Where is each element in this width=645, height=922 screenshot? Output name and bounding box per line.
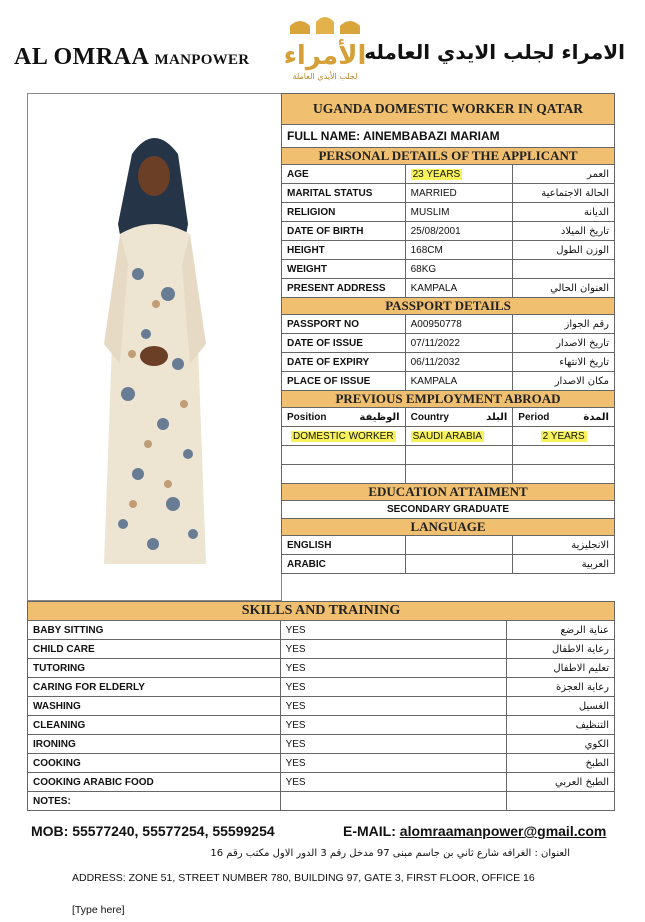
skill-label: TUTORING bbox=[28, 659, 281, 678]
row-label: MARITAL STATUS bbox=[282, 184, 406, 203]
col-period-ar: المدة bbox=[583, 411, 609, 423]
company-name-main: AL OMRAA bbox=[14, 44, 149, 70]
skill-label: IRONING bbox=[28, 735, 281, 754]
language-heading: LANGUAGE bbox=[282, 519, 615, 536]
skill-label: BABY SITTING bbox=[28, 621, 281, 640]
table-row bbox=[28, 640, 615, 659]
table-row bbox=[28, 773, 615, 792]
col-period bbox=[513, 408, 615, 427]
employment-position bbox=[282, 427, 406, 446]
period-value: 2 YEARS bbox=[542, 430, 585, 442]
table-row bbox=[282, 315, 615, 334]
language-value bbox=[405, 555, 513, 574]
logo-subtext: لجلب الأيدي العاملة bbox=[292, 72, 358, 81]
skill-value: YES bbox=[280, 754, 507, 773]
row-label-ar: تاريخ الميلاد bbox=[513, 222, 615, 241]
skill-label-ar: الكوي bbox=[507, 735, 615, 754]
table-row bbox=[282, 260, 615, 279]
table-row bbox=[28, 659, 615, 678]
row-label-ar: مكان الاصدار bbox=[513, 372, 615, 391]
row-label: AGE bbox=[282, 165, 406, 184]
skill-label-ar: الطبخ العربي bbox=[507, 773, 615, 792]
skill-label-ar: الغسيل bbox=[507, 697, 615, 716]
table-row bbox=[282, 222, 615, 241]
row-label: RELIGION bbox=[282, 203, 406, 222]
table-row bbox=[282, 334, 615, 353]
row-value: 06/11/2032 bbox=[405, 353, 513, 372]
col-position bbox=[282, 408, 406, 427]
employment-period bbox=[513, 427, 615, 446]
skill-label: COOKING bbox=[28, 754, 281, 773]
applicant-photo bbox=[27, 93, 282, 601]
company-name-ar: الامراء لجلب الايدي العامله bbox=[364, 40, 625, 64]
row-label: PASSPORT NO bbox=[282, 315, 406, 334]
table-row bbox=[282, 241, 615, 260]
skill-value: YES bbox=[280, 640, 507, 659]
col-country-en: Country bbox=[410, 411, 449, 423]
row-value: 68KG bbox=[405, 260, 513, 279]
row-label: DATE OF BIRTH bbox=[282, 222, 406, 241]
table-row bbox=[282, 372, 615, 391]
company-name-en bbox=[14, 44, 249, 71]
row-label-ar: تاريخ الانتهاء bbox=[513, 353, 615, 372]
language-label: ARABIC bbox=[282, 555, 406, 574]
email-link[interactable]: alomraamanpower@gmail.com bbox=[399, 823, 607, 839]
employment-heading: PREVIOUS EMPLOYMENT ABROAD bbox=[282, 391, 615, 408]
col-country bbox=[405, 408, 513, 427]
skill-value: YES bbox=[280, 716, 507, 735]
table-row bbox=[28, 716, 615, 735]
skill-value: YES bbox=[280, 659, 507, 678]
skills-heading: SKILLS AND TRAINING bbox=[28, 602, 615, 621]
row-label-ar: الوزن الطول bbox=[513, 241, 615, 260]
col-position-ar: الوظيفة bbox=[359, 411, 400, 423]
row-label: HEIGHT bbox=[282, 241, 406, 260]
row-value: MARRIED bbox=[405, 184, 513, 203]
personal-heading: PERSONAL DETAILS OF THE APPLICANT bbox=[282, 148, 615, 165]
skill-label: COOKING ARABIC FOOD bbox=[28, 773, 281, 792]
skill-value: YES bbox=[280, 773, 507, 792]
notes-row bbox=[28, 792, 615, 811]
row-value: 07/11/2022 bbox=[405, 334, 513, 353]
row-label: DATE OF ISSUE bbox=[282, 334, 406, 353]
email-line bbox=[343, 823, 606, 839]
row-label: DATE OF EXPIRY bbox=[282, 353, 406, 372]
row-value: KAMPALA bbox=[405, 372, 513, 391]
row-label: WEIGHT bbox=[282, 260, 406, 279]
table-row bbox=[282, 184, 615, 203]
table-row bbox=[28, 697, 615, 716]
title-heading: UGANDA DOMESTIC WORKER IN QATAR bbox=[282, 94, 615, 125]
row-label-ar: الحالة الاجتماعية bbox=[513, 184, 615, 203]
row-label-ar: تاريخ الاصدار bbox=[513, 334, 615, 353]
row-label: PLACE OF ISSUE bbox=[282, 372, 406, 391]
skill-label-ar: الطبخ bbox=[507, 754, 615, 773]
skill-value: YES bbox=[280, 621, 507, 640]
table-row bbox=[28, 754, 615, 773]
table-row bbox=[28, 735, 615, 754]
language-label-ar: العربية bbox=[513, 555, 615, 574]
table-row bbox=[28, 621, 615, 640]
table-row bbox=[282, 279, 615, 298]
skill-label-ar: عناية الرضع bbox=[507, 621, 615, 640]
skills-table bbox=[27, 601, 615, 811]
employment-empty-row bbox=[282, 446, 615, 465]
details-table bbox=[281, 93, 615, 574]
row-value: 168CM bbox=[405, 241, 513, 260]
employment-row bbox=[282, 427, 615, 446]
full-name-label: FULL NAME: bbox=[287, 129, 361, 143]
skill-label-ar: رعاية العجزة bbox=[507, 678, 615, 697]
skill-value: YES bbox=[280, 697, 507, 716]
notes-label: NOTES: bbox=[28, 792, 281, 811]
passport-heading: PASSPORT DETAILS bbox=[282, 298, 615, 315]
skill-label: WASHING bbox=[28, 697, 281, 716]
row-label: PRESENT ADDRESS bbox=[282, 279, 406, 298]
row-value bbox=[405, 165, 513, 184]
language-value bbox=[405, 536, 513, 555]
language-label-ar: الانجليزية bbox=[513, 536, 615, 555]
language-label: ENGLISH bbox=[282, 536, 406, 555]
skill-label: CLEANING bbox=[28, 716, 281, 735]
address-en: ADDRESS: ZONE 51, STREET NUMBER 780, BUILDING 97, GATE 3, FIRST FLOOR, OFFICE 16 bbox=[72, 872, 535, 884]
skill-label-ar: تعليم الاطفال bbox=[507, 659, 615, 678]
row-value: KAMPALA bbox=[405, 279, 513, 298]
full-name-row bbox=[282, 125, 615, 148]
full-name-value: AINEMBABAZI MARIAM bbox=[363, 129, 500, 143]
row-label-ar: الديانة bbox=[513, 203, 615, 222]
row-value: MUSLIM bbox=[405, 203, 513, 222]
employment-country bbox=[405, 427, 513, 446]
employment-header-row bbox=[282, 408, 615, 427]
table-row bbox=[282, 165, 615, 184]
row-value: A00950778 bbox=[405, 315, 513, 334]
country-value: SAUDI ARABIA bbox=[412, 430, 483, 442]
table-row bbox=[282, 555, 615, 574]
logo-text: الأمراء bbox=[283, 41, 367, 71]
education-heading: EDUCATION ATTAIMENT bbox=[282, 484, 615, 501]
skill-value: YES bbox=[280, 678, 507, 697]
table-row bbox=[282, 203, 615, 222]
skill-label: CARING FOR ELDERLY bbox=[28, 678, 281, 697]
mobile-numbers: MOB: 55577240, 55577254, 55599254 bbox=[31, 823, 275, 839]
table-row bbox=[282, 536, 615, 555]
table-row bbox=[28, 678, 615, 697]
skill-label-ar: رعاية الاطفال bbox=[507, 640, 615, 659]
row-label-ar: رقم الجواز bbox=[513, 315, 615, 334]
address-ar: العنوان : الغرافه شارع ثاني بن جاسم مبنى 97 مدخل رقم 3 الدور الاول مكتب رقم 16 bbox=[210, 848, 570, 859]
row-label-ar: العنوان الحالي bbox=[513, 279, 615, 298]
company-name-sub: MANPOWER bbox=[154, 52, 250, 68]
skill-label: CHILD CARE bbox=[28, 640, 281, 659]
skill-value: YES bbox=[280, 735, 507, 754]
email-label: E-MAIL: bbox=[343, 823, 396, 839]
skill-label-ar: التنظيف bbox=[507, 716, 615, 735]
employment-empty-row bbox=[282, 465, 615, 484]
age-value: 23 YEARS bbox=[412, 168, 461, 180]
table-row bbox=[282, 353, 615, 372]
education-value: SECONDARY GRADUATE bbox=[282, 501, 615, 519]
col-period-en: Period bbox=[518, 411, 550, 423]
col-position-en: Position bbox=[287, 411, 327, 423]
row-label-ar bbox=[513, 260, 615, 279]
row-value: 25/08/2001 bbox=[405, 222, 513, 241]
type-here-placeholder: [Type here] bbox=[72, 904, 125, 916]
row-label-ar: العمر bbox=[513, 165, 615, 184]
position-value: DOMESTIC WORKER bbox=[293, 430, 394, 442]
col-country-ar: البلد bbox=[486, 411, 508, 423]
